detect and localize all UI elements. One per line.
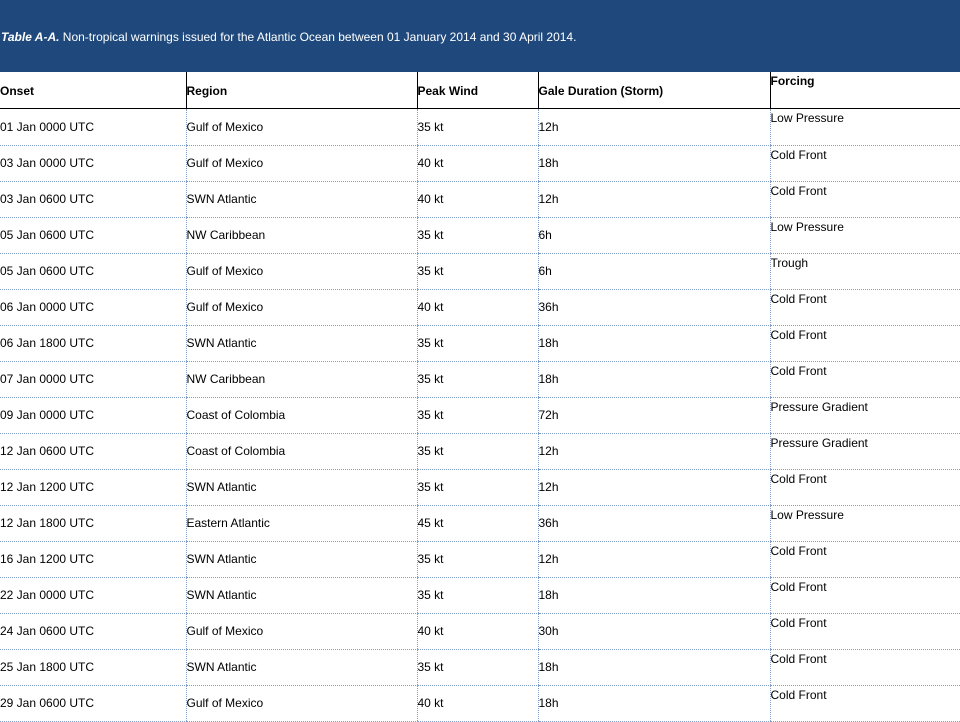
onset-cell: 22 Jan 0000 UTC <box>0 577 186 613</box>
onset-cell: 24 Jan 0600 UTC <box>0 613 186 649</box>
table-caption-text: Non-tropical warnings issued for the Atlantic Ocean between 01 January 2014 and 30 April 2014. <box>59 30 577 44</box>
gale-duration-cell: 18h <box>538 361 770 397</box>
region-cell: Gulf of Mexico <box>186 108 417 145</box>
region-cell: SWN Atlantic <box>186 541 417 577</box>
onset-cell: 06 Jan 0000 UTC <box>0 289 186 325</box>
peak-wind-cell: 35 kt <box>417 541 538 577</box>
gale-duration-cell: 30h <box>538 613 770 649</box>
region-cell: NW Caribbean <box>186 361 417 397</box>
peak-wind-cell: 40 kt <box>417 685 538 721</box>
gale-warnings-table <box>0 72 960 722</box>
region-cell: SWN Atlantic <box>186 577 417 613</box>
peak-wind-cell: 35 kt <box>417 217 538 253</box>
region-cell: SWN Atlantic <box>186 469 417 505</box>
table-row <box>0 685 960 721</box>
region-cell: SWN Atlantic <box>186 325 417 361</box>
onset-cell: 05 Jan 0600 UTC <box>0 217 186 253</box>
table-row <box>0 289 960 325</box>
onset-cell: 05 Jan 0600 UTC <box>0 253 186 289</box>
onset-cell: 16 Jan 1200 UTC <box>0 541 186 577</box>
column-header-peak-wind: Peak Wind <box>417 72 538 108</box>
region-cell: SWN Atlantic <box>186 649 417 685</box>
forcing-cell: Cold Front <box>770 613 960 649</box>
table-row <box>0 325 960 361</box>
peak-wind-cell: 40 kt <box>417 289 538 325</box>
gale-duration-cell: 6h <box>538 217 770 253</box>
gale-duration-cell: 12h <box>538 469 770 505</box>
table-row <box>0 433 960 469</box>
region-cell: Coast of Colombia <box>186 397 417 433</box>
table-row <box>0 145 960 181</box>
table-row <box>0 541 960 577</box>
region-cell: Gulf of Mexico <box>186 289 417 325</box>
onset-cell: 25 Jan 1800 UTC <box>0 649 186 685</box>
peak-wind-cell: 35 kt <box>417 397 538 433</box>
gale-duration-cell: 36h <box>538 505 770 541</box>
gale-duration-cell: 18h <box>538 325 770 361</box>
onset-cell: 03 Jan 0000 UTC <box>0 145 186 181</box>
table-row <box>0 397 960 433</box>
forcing-cell: Cold Front <box>770 685 960 721</box>
column-header-region: Region <box>186 72 417 108</box>
forcing-cell: Cold Front <box>770 181 960 217</box>
onset-cell: 12 Jan 1800 UTC <box>0 505 186 541</box>
table-row <box>0 613 960 649</box>
forcing-cell: Cold Front <box>770 145 960 181</box>
region-cell: NW Caribbean <box>186 217 417 253</box>
peak-wind-cell: 35 kt <box>417 649 538 685</box>
table-row <box>0 577 960 613</box>
onset-cell: 12 Jan 0600 UTC <box>0 433 186 469</box>
gale-duration-cell: 18h <box>538 649 770 685</box>
gale-duration-cell: 18h <box>538 145 770 181</box>
column-header-gale-duration: Gale Duration (Storm) <box>538 72 770 108</box>
peak-wind-cell: 35 kt <box>417 361 538 397</box>
region-cell: Coast of Colombia <box>186 433 417 469</box>
region-cell: Gulf of Mexico <box>186 253 417 289</box>
gale-duration-cell: 12h <box>538 108 770 145</box>
forcing-cell: Cold Front <box>770 469 960 505</box>
forcing-cell: Pressure Gradient <box>770 397 960 433</box>
column-header-forcing: Forcing <box>770 72 960 108</box>
gale-duration-cell: 36h <box>538 289 770 325</box>
gale-duration-cell: 12h <box>538 541 770 577</box>
table-row <box>0 649 960 685</box>
region-cell: Eastern Atlantic <box>186 505 417 541</box>
table-row <box>0 108 960 145</box>
gale-duration-cell: 18h <box>538 685 770 721</box>
onset-cell: 06 Jan 1800 UTC <box>0 325 186 361</box>
table-row <box>0 361 960 397</box>
gale-duration-cell: 6h <box>538 253 770 289</box>
forcing-cell: Cold Front <box>770 577 960 613</box>
forcing-cell: Trough <box>770 253 960 289</box>
table-body <box>0 108 960 721</box>
peak-wind-cell: 45 kt <box>417 505 538 541</box>
table-row <box>0 505 960 541</box>
peak-wind-cell: 40 kt <box>417 145 538 181</box>
peak-wind-cell: 35 kt <box>417 108 538 145</box>
peak-wind-cell: 35 kt <box>417 253 538 289</box>
table-caption-banner <box>0 0 960 72</box>
region-cell: SWN Atlantic <box>186 181 417 217</box>
table-caption-label: Table A-A. <box>1 30 60 44</box>
forcing-cell: Pressure Gradient <box>770 433 960 469</box>
region-cell: Gulf of Mexico <box>186 685 417 721</box>
forcing-cell: Cold Front <box>770 289 960 325</box>
column-header-onset: Onset <box>0 72 186 108</box>
gale-duration-cell: 12h <box>538 181 770 217</box>
gale-duration-cell: 72h <box>538 397 770 433</box>
gale-duration-cell: 18h <box>538 577 770 613</box>
peak-wind-cell: 35 kt <box>417 577 538 613</box>
peak-wind-cell: 35 kt <box>417 325 538 361</box>
table-header-row <box>0 72 960 108</box>
region-cell: Gulf of Mexico <box>186 613 417 649</box>
forcing-cell: Cold Front <box>770 361 960 397</box>
forcing-cell: Low Pressure <box>770 217 960 253</box>
onset-cell: 03 Jan 0600 UTC <box>0 181 186 217</box>
forcing-cell: Cold Front <box>770 541 960 577</box>
onset-cell: 09 Jan 0000 UTC <box>0 397 186 433</box>
onset-cell: 01 Jan 0000 UTC <box>0 108 186 145</box>
table-row <box>0 253 960 289</box>
peak-wind-cell: 35 kt <box>417 469 538 505</box>
table-row <box>0 469 960 505</box>
peak-wind-cell: 40 kt <box>417 181 538 217</box>
table-row <box>0 181 960 217</box>
table-row <box>0 217 960 253</box>
forcing-cell: Low Pressure <box>770 108 960 145</box>
onset-cell: 29 Jan 0600 UTC <box>0 685 186 721</box>
onset-cell: 07 Jan 0000 UTC <box>0 361 186 397</box>
onset-cell: 12 Jan 1200 UTC <box>0 469 186 505</box>
gale-duration-cell: 12h <box>538 433 770 469</box>
forcing-cell: Cold Front <box>770 649 960 685</box>
forcing-cell: Low Pressure <box>770 505 960 541</box>
peak-wind-cell: 35 kt <box>417 433 538 469</box>
region-cell: Gulf of Mexico <box>186 145 417 181</box>
forcing-cell: Cold Front <box>770 325 960 361</box>
peak-wind-cell: 40 kt <box>417 613 538 649</box>
